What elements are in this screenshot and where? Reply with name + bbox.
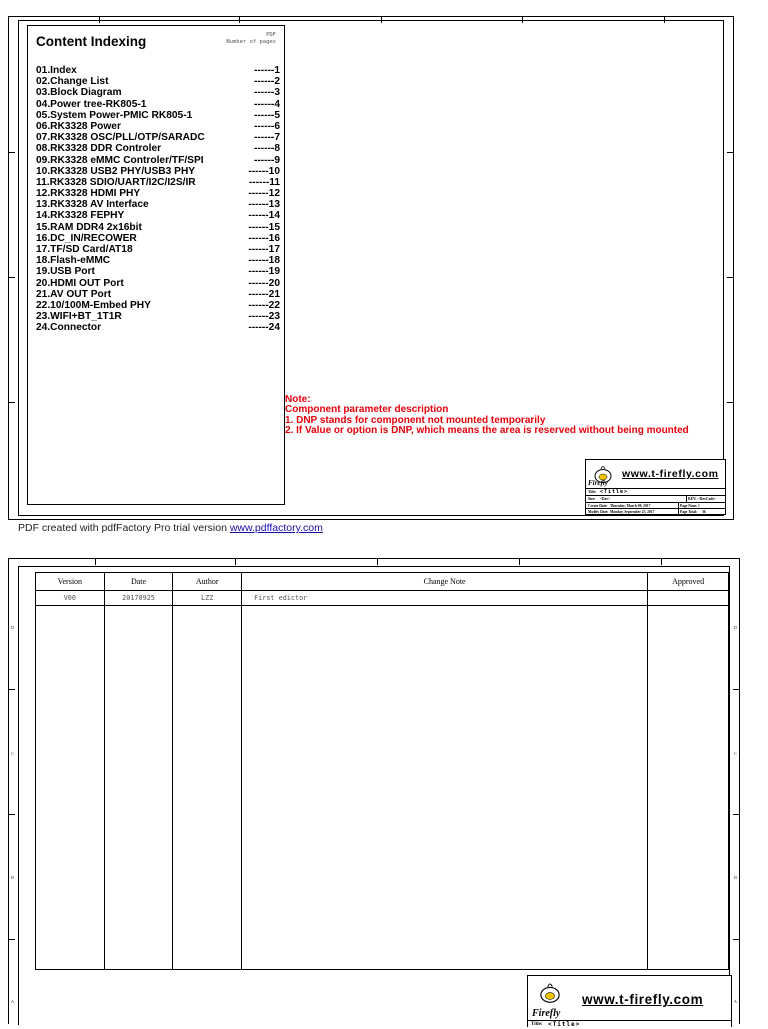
- date-cell: 20170925: [104, 591, 173, 606]
- size-value: <Doc>: [600, 497, 611, 501]
- schematic-sheet-index: [8, 16, 734, 520]
- index-entry-label: 06.RK3328 Power: [36, 120, 121, 132]
- index-entry-label: 01.Index: [36, 65, 77, 76]
- index-entry-page: ------11: [248, 176, 280, 188]
- change-note-cell: First edictor: [242, 591, 648, 606]
- index-entry: [36, 76, 282, 87]
- index-entry: [36, 110, 282, 121]
- border-tick: [664, 17, 665, 23]
- pdf-footer-text: PDF created with pdfFactory Pro trial version: [18, 522, 227, 534]
- index-entry: [36, 255, 282, 266]
- row-label: D: [733, 625, 737, 630]
- index-title: Content Indexing: [36, 34, 147, 49]
- index-entry-label: 11.RK3328 SDIO/UART/I2C/I2S/IR: [36, 176, 196, 188]
- index-entry: [36, 87, 282, 98]
- index-entry: [36, 199, 282, 210]
- note-line: Component parameter description: [285, 404, 449, 416]
- table-row-empty: [36, 606, 729, 970]
- index-entry: [36, 244, 282, 255]
- column-header-author: Author: [173, 573, 242, 591]
- index-entry-label: 04.Power tree-RK805-1: [36, 98, 147, 110]
- index-entry: [36, 266, 282, 277]
- pdffactory-link[interactable]: www.pdffactory.com: [229, 522, 323, 534]
- content-index-panel: [27, 25, 285, 505]
- border-tick: [727, 277, 733, 278]
- index-entry-page: ------24: [248, 322, 280, 334]
- index-entry: [36, 322, 282, 333]
- note-line: 1. DNP stands for component not mounted temporarily: [285, 414, 546, 426]
- title-value: <Title>: [600, 489, 629, 495]
- index-entry: [36, 65, 282, 76]
- create-value: Thursday, March 09, 2017: [610, 504, 651, 508]
- index-entry: [36, 222, 282, 233]
- index-entry-label: 05.System Power-PMIC RK805-1: [36, 109, 193, 121]
- index-entry-page: ------7: [253, 132, 280, 144]
- pdf-label: PDF: [266, 32, 276, 38]
- index-entry-page: ------22: [248, 299, 280, 311]
- note-heading: Note:: [285, 394, 311, 405]
- index-entry: [36, 289, 282, 300]
- row-label: A: [11, 999, 15, 1004]
- page-total-label: Page Total:: [680, 510, 698, 514]
- index-entry-label: 19.USB Port: [36, 266, 95, 278]
- page-total-value: 36: [702, 510, 706, 514]
- index-entry-label: 17.TF/SD Card/AT18: [36, 244, 133, 255]
- dnp-note: [285, 395, 689, 436]
- rev-value: <RevCode>: [698, 497, 717, 501]
- change-list-table: [35, 572, 729, 970]
- border-tick: [9, 814, 15, 815]
- title-label: Title:: [588, 490, 597, 494]
- index-entry-label: 07.RK3328 OSC/PLL/OTP/SARADC: [36, 132, 205, 144]
- border-tick: [239, 17, 240, 23]
- border-tick: [727, 152, 733, 153]
- index-entry-page: ------3: [253, 87, 280, 99]
- row-label: B: [11, 875, 15, 880]
- index-entry-label: 03.Block Diagram: [36, 87, 122, 99]
- index-entry: [36, 233, 282, 244]
- brand-name: Firefly: [588, 479, 608, 487]
- table-header-row: [36, 573, 729, 591]
- border-tick: [519, 559, 520, 565]
- border-tick: [9, 689, 15, 690]
- table-row: [36, 591, 729, 606]
- border-tick: [95, 559, 96, 565]
- modify-label: Modify Date:: [588, 510, 609, 514]
- index-entry-page: ------15: [248, 221, 280, 233]
- index-entry: [36, 177, 282, 188]
- index-entry-label: 10.RK3328 USB2 PHY/USB3 PHY: [36, 165, 196, 177]
- index-entry-page: ------5: [253, 109, 280, 121]
- index-entry-label: 12.RK3328 HDMI PHY: [36, 188, 141, 200]
- index-entry: [36, 311, 282, 322]
- index-entry: [36, 166, 282, 177]
- border-tick: [381, 17, 382, 23]
- pdf-footer: [18, 522, 323, 534]
- index-entry-page: ------23: [248, 311, 280, 323]
- border-tick: [9, 402, 15, 403]
- modify-row: [586, 508, 725, 516]
- index-entry-page: ------8: [253, 143, 280, 155]
- website-link[interactable]: www.t-firefly.com: [622, 468, 719, 480]
- index-entry-page: ------19: [248, 266, 280, 278]
- approved-cell: [648, 591, 729, 606]
- index-entry-page: ------1: [253, 65, 280, 76]
- index-entry-page: ------20: [248, 277, 280, 289]
- row-label: C: [11, 751, 15, 756]
- website-link[interactable]: www.t-firefly.com: [582, 992, 704, 1007]
- index-entry-label: 08.RK3328 DDR Controler: [36, 143, 162, 155]
- title-value: <Title>: [548, 1021, 581, 1028]
- title-label: Title:: [531, 1022, 543, 1027]
- size-label: Size:: [588, 497, 596, 501]
- border-tick: [661, 559, 662, 565]
- column-header-approved: Approved: [648, 573, 729, 591]
- index-entry-page: ------17: [248, 244, 280, 255]
- row-label: D: [11, 625, 15, 630]
- row-label: B: [733, 875, 737, 880]
- index-entry: [36, 121, 282, 132]
- page-num-label: Page Num:: [680, 504, 698, 508]
- index-entry-page: ------2: [253, 76, 280, 88]
- note-line: 2. If Value or option is DNP, which means the area is reserved without being mounted: [285, 424, 689, 436]
- border-tick: [733, 939, 739, 940]
- index-entry: [36, 143, 282, 154]
- index-entry-label: 21.AV OUT Port: [36, 288, 112, 300]
- title-row: [528, 1020, 731, 1029]
- row-label: C: [733, 751, 737, 756]
- index-entry: [36, 132, 282, 143]
- create-label: Create Date:: [588, 504, 608, 508]
- border-tick: [733, 814, 739, 815]
- rev-label: REV:: [688, 497, 697, 501]
- index-entry-page: ------10: [248, 165, 280, 177]
- index-entry: [36, 99, 282, 110]
- brand-name: Firefly: [532, 1008, 561, 1019]
- index-entry-page: ------16: [248, 232, 280, 244]
- border-tick: [727, 402, 733, 403]
- index-entry-label: 20.HDMI OUT Port: [36, 277, 124, 289]
- page-num-value: 1: [698, 504, 700, 508]
- border-tick: [522, 17, 523, 23]
- border-tick: [9, 277, 15, 278]
- index-entry: [36, 300, 282, 311]
- index-entry-label: 09.RK3328 eMMC Controler/TF/SPI: [36, 154, 204, 166]
- schematic-sheet-change-list: [8, 558, 740, 1028]
- index-column-header: [226, 32, 276, 46]
- index-entry-page: ------18: [248, 255, 280, 267]
- border-tick: [377, 559, 378, 565]
- index-entry-label: 16.DC_IN/RECOWER: [36, 232, 137, 244]
- index-entry-label: 24.Connector: [36, 322, 102, 334]
- row-label: A: [733, 999, 737, 1004]
- index-entry-label: 23.WIFI+BT_1T1R: [36, 311, 122, 323]
- index-entry-label: 13.RK3328 AV Interface: [36, 199, 149, 211]
- column-header-version: Version: [36, 573, 105, 591]
- border-tick: [733, 689, 739, 690]
- index-entry-label: 02.Change List: [36, 76, 109, 88]
- index-entry-page: ------12: [248, 188, 280, 200]
- border-tick: [9, 939, 15, 940]
- pages-label: Number of pages: [226, 39, 276, 45]
- index-entry-label: 15.RAM DDR4 2x16bit: [36, 221, 142, 233]
- index-entry: [36, 188, 282, 199]
- title-block-partial: [527, 975, 732, 1027]
- border-tick: [9, 152, 15, 153]
- index-entry-label: 22.10/100M-Embed PHY: [36, 299, 151, 311]
- version-cell: V00: [36, 591, 105, 606]
- index-entry-page: ------9: [253, 154, 280, 166]
- index-entry-page: ------14: [248, 210, 280, 222]
- index-entry-page: ------4: [253, 98, 280, 110]
- index-entry-label: 18.Flash-eMMC: [36, 255, 111, 267]
- column-header-change-note: Change Note: [242, 573, 648, 591]
- index-entry-page: ------21: [248, 288, 280, 300]
- index-list: [36, 65, 282, 334]
- index-entry: [36, 155, 282, 166]
- border-tick: [99, 17, 100, 23]
- title-block: [585, 459, 726, 515]
- author-cell: LZZ: [173, 591, 242, 606]
- border-tick: [235, 559, 236, 565]
- index-entry-page: ------6: [253, 120, 280, 132]
- modify-value: Monday, September 25, 2017: [610, 510, 655, 514]
- column-header-date: Date: [104, 573, 173, 591]
- index-entry-label: 14.RK3328 FEPHY: [36, 210, 125, 222]
- index-entry: [36, 210, 282, 221]
- index-entry: [36, 278, 282, 289]
- index-entry-page: ------13: [248, 199, 280, 211]
